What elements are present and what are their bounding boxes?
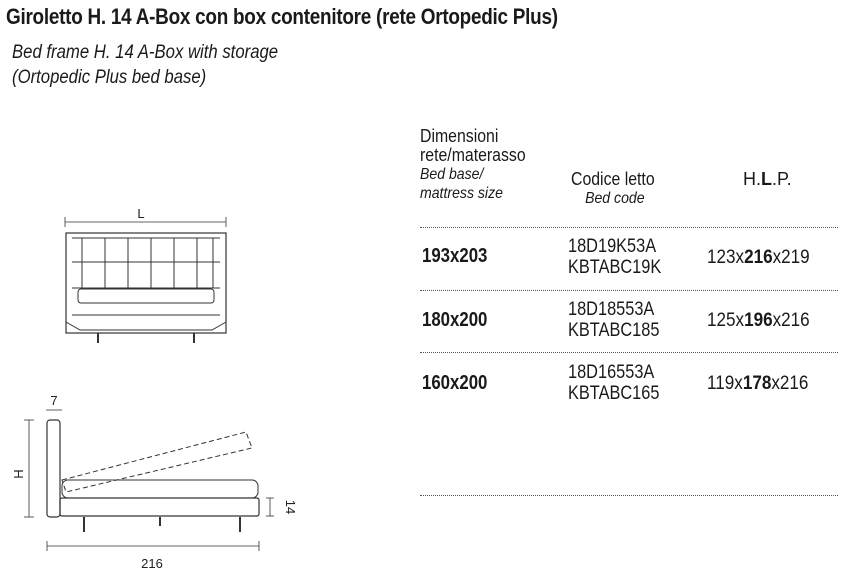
table-divider [420, 227, 838, 228]
bed-code-secondary: KBTABC185 [568, 320, 660, 341]
side-headboard-label: 7 [50, 393, 58, 408]
page-subtitle-line2: (Ortopedic Plus bed base) [12, 67, 207, 88]
table-row-hlp [707, 247, 810, 269]
hlp-width: 178 [742, 373, 772, 394]
header-dimensions-en-2: mattress size [420, 185, 503, 202]
bed-code-secondary: KBTABC165 [568, 383, 660, 404]
table-row-size: 180x200 [422, 309, 488, 331]
side-height-label: H [11, 469, 26, 479]
bed-code-primary: 18D19K53A [568, 236, 657, 257]
side-view [11, 393, 298, 571]
table-divider [420, 352, 838, 353]
table-divider [420, 495, 838, 496]
hlp-length: x216 [771, 373, 809, 394]
table-row-size: 160x200 [422, 372, 488, 394]
bed-code-primary: 18D18553A [568, 299, 655, 320]
front-width-label: L [137, 206, 145, 221]
hlp-width: 216 [744, 247, 773, 268]
bed-code-primary: 18D16553A [568, 362, 655, 383]
hlp-length: x219 [772, 247, 810, 268]
table-row-code [568, 362, 659, 404]
header-hlp [743, 170, 792, 189]
header-code-it: Codice letto [571, 169, 655, 189]
table-row-size: 193x203 [422, 245, 488, 267]
hlp-height: 123x [707, 247, 745, 268]
hlp-height: 119x [707, 373, 743, 394]
header-dimensions [420, 127, 526, 203]
header-hlp-h: H. [743, 169, 761, 189]
side-length-label: 216 [141, 556, 163, 571]
table-row-hlp [707, 373, 808, 395]
table-divider [420, 290, 838, 291]
page-title: Giroletto H. 14 A-Box con box contenitore (rete Ortopedic Plus) [6, 4, 558, 29]
side-frame-height-label: 14 [283, 499, 298, 515]
table-row-code [568, 299, 659, 341]
front-view [65, 206, 226, 343]
header-hlp-p: .P. [772, 169, 792, 189]
bed-code-secondary: KBTABC19K [568, 257, 662, 278]
table-row-code [568, 236, 661, 278]
table-row-hlp [707, 310, 810, 332]
header-dimensions-it-2: rete/materasso [420, 145, 526, 165]
page-subtitle-line1: Bed frame H. 14 A-Box with storage [12, 42, 279, 63]
hlp-length: x216 [772, 310, 810, 331]
header-dimensions-it-1: Dimensioni [420, 126, 499, 146]
header-dimensions-en-1: Bed base/ [420, 166, 484, 183]
header-code [571, 170, 655, 208]
header-code-en: Bed code [585, 190, 645, 207]
hlp-width: 196 [744, 310, 773, 331]
header-hlp-l: L [761, 169, 772, 189]
hlp-height: 125x [707, 310, 745, 331]
